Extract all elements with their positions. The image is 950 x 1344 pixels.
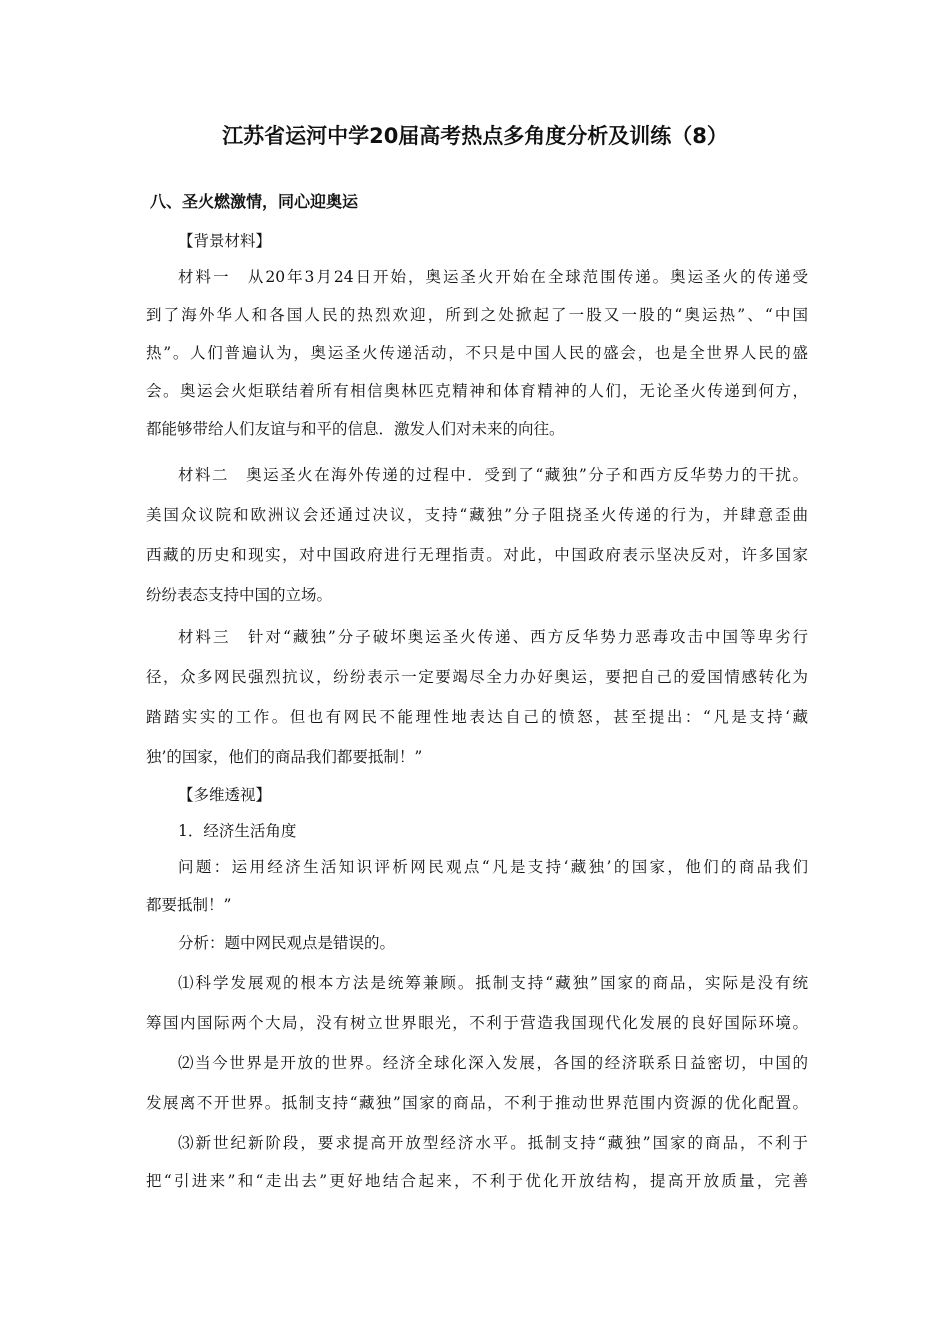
paragraph-line: 径，众多网民强烈抗议，纷纷表示一定要竭尽全力办好奥运，要把自己的爱国情感转化为	[146, 668, 808, 686]
question-line: 问题：运用经济生活知识评析网民观点“凡是支持‘藏独’的国家，他们的商品我们	[178, 858, 808, 876]
paragraph-line: 到了海外华人和各国人民的热烈欢迎，所到之处掀起了一股又一股的“奥运热”、“中国	[146, 306, 808, 324]
paragraph-line: 筹国内国际两个大局，没有树立世界眼光，不利于营造我国现代化发展的良好国际环境。	[146, 1014, 808, 1032]
label-background-materials: 【背景材料】	[178, 232, 272, 250]
paragraph-line: 热”。人们普遍认为，奥运圣火传递活动，不只是中国人民的盛会，也是全世界人民的盛	[146, 344, 808, 362]
document-title: 江苏省运河中学20届高考热点多角度分析及训练（8）	[222, 124, 728, 148]
paragraph-line: 美国众议院和欧洲议会还通过决议，支持“藏独”分子阻挠圣火传递的行为，并肆意歪曲	[146, 506, 808, 524]
paragraph-line: 把“引进来”和“走出去”更好地结合起来，不利于优化开放结构，提高开放质量，完善	[146, 1172, 808, 1190]
paragraph-line: 纷纷表态支持中国的立场。	[146, 586, 333, 604]
paragraph-line: ⑴科学发展观的根本方法是统筹兼顾。抵制支持“藏独”国家的商品，实际是没有统	[178, 974, 808, 992]
paragraph-line: 材料一 从20年3月24日开始，奥运圣火开始在全球范围传递。奥运圣火的传递受	[178, 268, 808, 286]
paragraph-line: 材料二 奥运圣火在海外传递的过程中．受到了“藏独”分子和西方反华势力的干扰。	[178, 466, 808, 484]
paragraph-line: 会。奥运会火炬联结着所有相信奥林匹克精神和体育精神的人们，无论圣火传递到何方，	[146, 382, 808, 400]
section-heading: 八、圣火燃激情，同心迎奥运	[150, 192, 359, 211]
subheading-economic-life: 1．经济生活角度	[178, 822, 297, 840]
paragraph-line: ⑶新世纪新阶段，要求提高开放型经济水平。抵制支持“藏独”国家的商品，不利于	[178, 1134, 808, 1152]
label-multidimensional-view: 【多维透视】	[178, 786, 272, 804]
paragraph-line: 西藏的历史和现实，对中国政府进行无理指责。对此，中国政府表示坚决反对，许多国家	[146, 546, 808, 564]
paragraph-line: 都能够带给人们友谊与和平的信息．激发人们对未来的向往。	[146, 420, 565, 438]
question-line: 都要抵制！”	[146, 896, 232, 914]
paragraph-line: 发展离不开世界。抵制支持“藏独”国家的商品，不利于推动世界范围内资源的优化配置。	[146, 1094, 808, 1112]
paragraph-line: 踏踏实实的工作。但也有网民不能理性地表达自己的愤怒，甚至提出：“凡是支持‘藏	[146, 708, 808, 726]
paragraph-line: ⑵当今世界是开放的世界。经济全球化深入发展，各国的经济联系日益密切，中国的	[178, 1054, 808, 1072]
paragraph-line: 独’的国家，他们的商品我们都要抵制！”	[146, 748, 423, 766]
analysis-line: 分析：题中网民观点是错误的。	[178, 934, 396, 952]
paragraph-line: 材料三 针对“藏独”分子破坏奥运圣火传递、西方反华势力恶毒攻击中国等卑劣行	[178, 628, 808, 646]
